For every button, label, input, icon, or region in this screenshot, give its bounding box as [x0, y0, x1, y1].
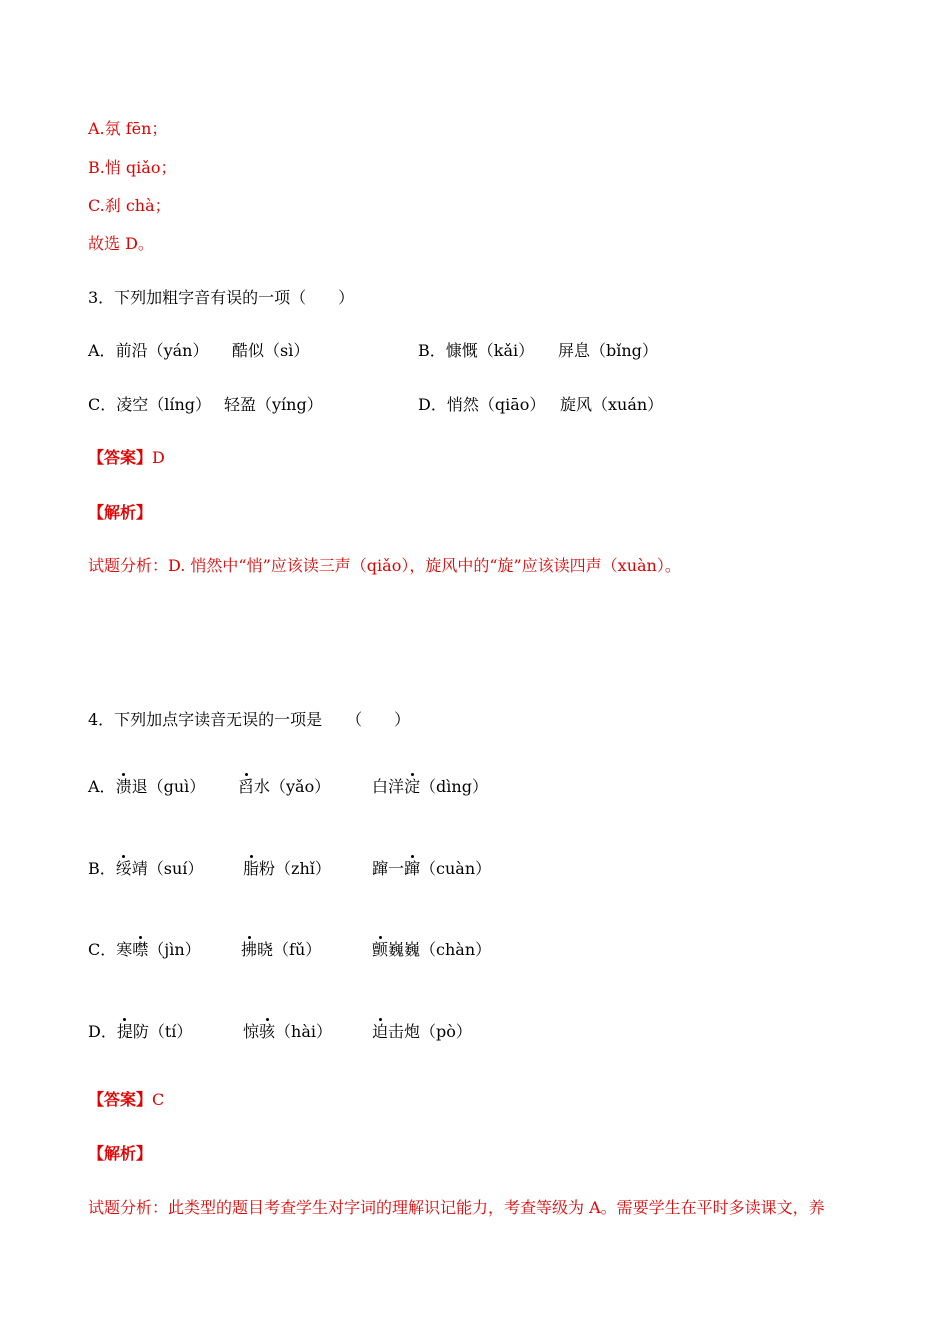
q4-b2-rest: 粉（zhǐ）	[259, 859, 331, 878]
q4-b3-pre: 蹿一	[372, 859, 405, 878]
q4-c1-pre: 寒	[116, 940, 133, 959]
q4-c3-rest: 巍巍（chàn）	[388, 940, 492, 959]
q3-option-c	[88, 394, 211, 416]
q4-option-d-word2	[243, 1021, 332, 1043]
q4-a1-rest: 退（guì）	[131, 777, 206, 796]
q4-option-b-label: B．	[88, 859, 116, 878]
q3-option-a-label: A．	[88, 341, 116, 360]
q4-a3-pre: 白洋	[372, 777, 405, 796]
q4-d2-pre: 惊	[243, 1022, 260, 1041]
q4-option-c-word2	[241, 939, 321, 961]
q3-option-d	[418, 394, 545, 416]
q4-c2-dotted-char: 拂	[241, 940, 258, 959]
q4-option-d-label: D．	[88, 1022, 117, 1041]
q4-d2-rest: （hài）	[275, 1022, 332, 1041]
q4-b3-rest: （cuàn）	[420, 859, 492, 878]
q3-answer-tag: 【答案】	[88, 448, 153, 467]
q4-d1-dotted-char: 提	[116, 1022, 133, 1041]
q4-d3-dotted-char: 迫	[372, 1022, 389, 1041]
q4-a2-dotted-char: 舀	[238, 777, 255, 796]
prev-conclusion: 故选 D。	[88, 234, 154, 253]
q4-option-d-word3	[372, 1021, 472, 1043]
q4-option-a-word3	[372, 776, 488, 798]
q3-option-c-label: C．	[88, 395, 117, 414]
q4-c1-rest: （jìn）	[148, 940, 201, 959]
q3-option-a	[88, 340, 208, 362]
q3-option-b	[418, 340, 534, 362]
q4-a3-dotted-char: 淀	[404, 777, 421, 796]
q4-a1-dotted-char: 溃	[115, 777, 132, 796]
q4-d2-dotted-char: 骇	[259, 1022, 276, 1041]
q4-c1-dotted-char: 噤	[132, 940, 149, 959]
q4-a2-rest: 水（yǎo）	[254, 777, 331, 796]
q3-option-b-label: B．	[418, 341, 446, 360]
q4-answer-value: C	[152, 1090, 165, 1109]
q4-b1-dotted-char: 绥	[115, 859, 132, 878]
q4-option-b-word2	[243, 858, 331, 880]
q4-option-d	[88, 1021, 192, 1043]
q3-answer-value: D	[152, 448, 165, 467]
q4-c2-rest: 晓（fǔ）	[257, 940, 322, 959]
prev-line-a: A.氛 fēn；	[88, 119, 168, 138]
q4-option-b	[88, 858, 203, 880]
q4-b3-dotted-char: 蹿	[404, 859, 421, 878]
q4-stem: 4．下列加点字读音无误的一项是 （ ）	[88, 710, 411, 729]
q4-a3-rest: （dìng）	[420, 777, 488, 796]
q4-option-a	[88, 776, 205, 798]
q4-analysis: 试题分析：此类型的题目考查学生对字词的理解识记能力，考查等级为 A。需要学生在平时多读课文，养	[88, 1198, 825, 1217]
q4-option-c-word3	[372, 939, 491, 961]
q3-stem: 3．下列加粗字音有误的一项（ ）	[88, 288, 355, 307]
q4-answer-tag: 【答案】	[88, 1090, 153, 1109]
q4-d1-rest: 防（tí）	[132, 1022, 193, 1041]
q3-option-a-word2: 酷似（sì）	[232, 341, 310, 360]
q4-option-a-label: A．	[88, 777, 116, 796]
q4-c3-dotted-char: 颤	[372, 940, 389, 959]
q3-option-c-word2: 轻盈（yíng）	[224, 395, 323, 414]
q3-analysis: 试题分析：D. 悄然中“悄”应该读三声（qiǎo），旋风中的“旋”应该读四声（xuàn）。	[88, 556, 681, 575]
q4-b2-dotted-char: 脂	[243, 859, 260, 878]
q3-option-d-label: D．	[418, 395, 447, 414]
q4-d3-rest: 击炮（pò）	[388, 1022, 472, 1041]
q4-b1-rest: 靖（suí）	[131, 859, 204, 878]
q3-analysis-tag: 【解析】	[88, 503, 153, 522]
q3-option-b-word1: 慷慨（kǎi）	[445, 341, 535, 360]
q4-option-a-word2	[238, 776, 330, 798]
q4-option-b-word3	[372, 858, 491, 880]
q4-analysis-tag: 【解析】	[88, 1144, 153, 1163]
prev-line-c: C.刹 chà；	[88, 196, 171, 215]
prev-line-b: B.悄 qiǎo；	[88, 158, 177, 177]
q4-option-c-label: C．	[88, 940, 117, 959]
q3-option-c-word1: 凌空（líng）	[116, 395, 212, 414]
q3-option-a-word1: 前沿（yán）	[115, 341, 209, 360]
q4-answer	[88, 1089, 164, 1111]
q4-option-c	[88, 939, 201, 961]
q3-option-d-word1: 悄然（qiāo）	[446, 395, 546, 414]
q3-answer	[88, 447, 165, 469]
q3-option-d-word2: 旋风（xuán）	[560, 395, 664, 414]
q3-option-b-word2: 屏息（bǐng）	[558, 341, 658, 360]
